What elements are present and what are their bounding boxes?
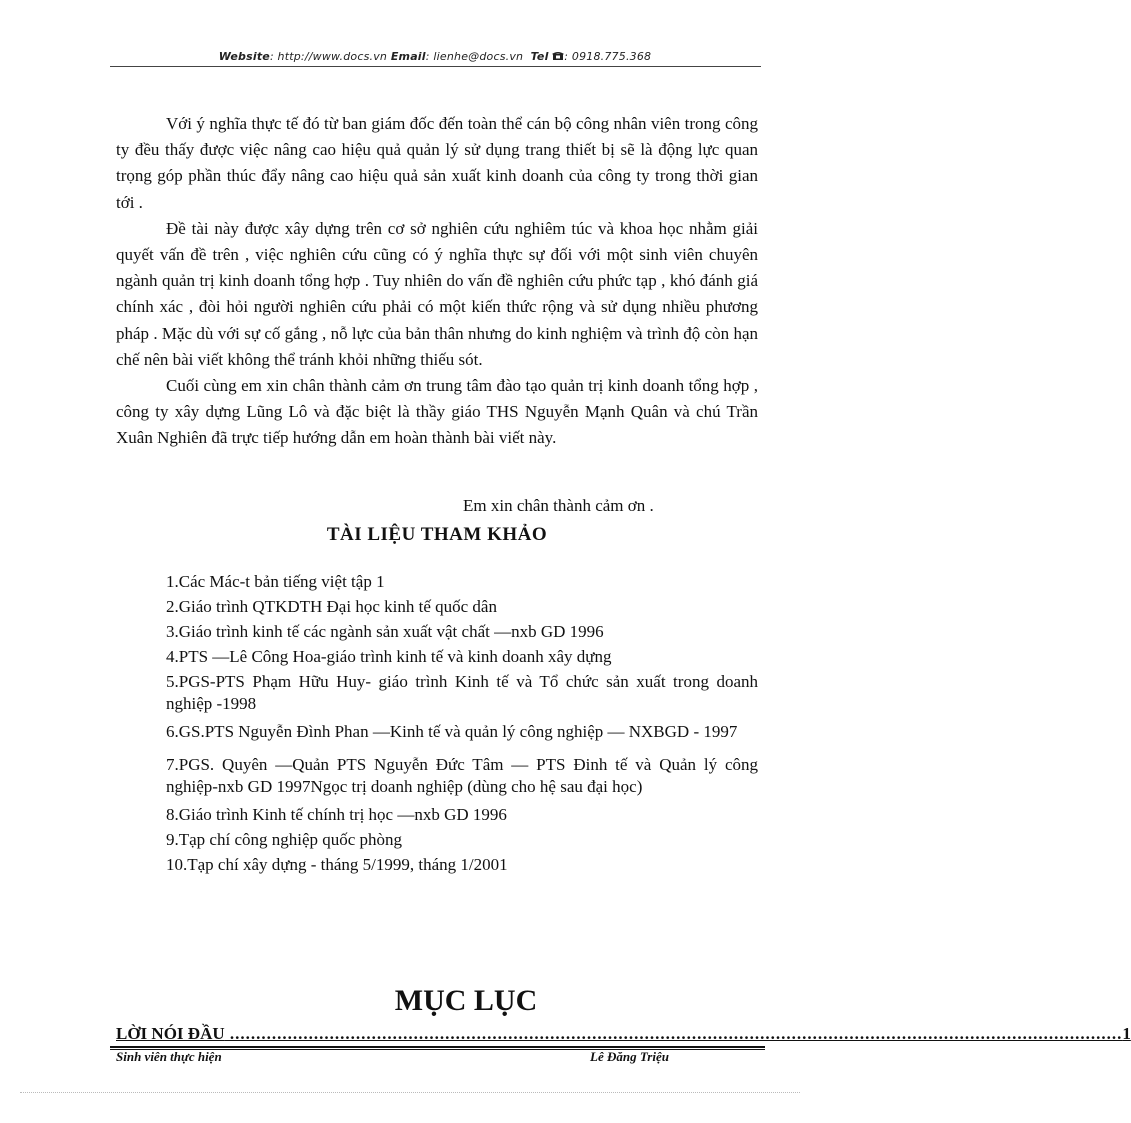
reference-item: 6.GS.PTS Nguyễn Đình Phan —Kinh tế và quản lý công nghiệp — NXBGD - 1997 <box>166 722 738 741</box>
reference-item: 3.Giáo trình kinh tế các ngành sản xuất vật chất —nxb GD 1996 <box>166 622 604 641</box>
paragraph-2: Đề tài này được xây dựng trên cơ sở nghiên cứu nghiêm túc và khoa học nhằm giải quyết vấn đề trên , việc nghiên cứu cũng có ý nghĩa thực sự đối với một sinh viên chuyên ngành quản trị kinh doanh tổng hợp . Tuy nhiên do vấn đề nghiên cứu phức tạp , khó đánh giá chính xác , đòi hỏi người nghiên cứu phải có một kiến thức rộng và sử dụng nhiều phương pháp . Mặc dù với sự cố gắng , nỗ lực của bản thân nhưng do kinh nghiệm và trình độ còn hạn chế nên bài viết không thể tránh khỏi những thiếu sót. <box>116 218 758 369</box>
page-bottom-border <box>20 1092 800 1093</box>
phone-icon <box>552 51 564 61</box>
website-label: Website <box>218 50 270 63</box>
footer-divider <box>110 1046 765 1048</box>
toc-leader-dots: .......................................................................................................................................................................... <box>224 1024 1123 1043</box>
body-text <box>116 111 758 452</box>
email-label: Email <box>390 50 426 63</box>
tel-label: Tel <box>530 50 549 63</box>
reference-item: 2.Giáo trình QTKDTH Đại học kinh tế quốc dân <box>166 597 497 616</box>
signoff: Em xin chân thành cảm ơn . <box>463 496 654 515</box>
email-value: : lienhe@docs.vn <box>425 50 524 63</box>
references-list <box>116 571 758 876</box>
toc-entry[interactable] <box>116 1024 1131 1044</box>
toc-entry-page: 1 <box>1122 1024 1131 1043</box>
reference-item: 1.Các Mác-t bản tiếng việt tập 1 <box>166 572 385 591</box>
reference-item: 9.Tạp chí công nghiệp quốc phòng <box>166 830 403 849</box>
footer-author-name: Lê Đăng Triệu <box>590 1049 669 1064</box>
website-value: : http://www.docs.vn <box>269 50 388 63</box>
page-header <box>110 50 760 63</box>
reference-item: 8.Giáo trình Kinh tế chính trị học —nxb GD 1996 <box>166 805 507 824</box>
references-title: TÀI LIỆU THAM KHẢO <box>326 524 548 545</box>
reference-item: 7.PGS. Quyên —Quản PTS Nguyễn Đức Tâm — PTS Đinh tế và Quản lý công nghiệp-nxb GD 1997Ngọc trị doanh nghiệp (dùng cho hệ sau đại học) <box>166 755 758 796</box>
paragraph-1: Với ý nghĩa thực tế đó từ ban giám đốc đến toàn thể cán bộ công nhân viên trong công ty đều thấy được việc nâng cao hiệu quả quản lý sử dụng trang thiết bị sẽ là động lực quan trọng góp phần thúc đẩy nâng cao hiệu quả sản xuất kinh doanh của công ty trong thời gian tới . <box>116 114 758 212</box>
tel-value: : 0918.775.368 <box>564 50 652 63</box>
toc-title: MỤC LỤC <box>394 984 538 1017</box>
header-divider <box>110 66 761 67</box>
toc-entry-label: LỜI NÓI ĐẦU <box>116 1024 225 1043</box>
reference-item: 4.PTS —Lê Công Hoa-giáo trình kinh tế và kinh doanh xây dựng <box>166 647 612 666</box>
reference-item: 5.PGS-PTS Phạm Hữu Huy- giáo trình Kinh tế và Tổ chức sản xuất trong doanh nghiệp -1998 <box>166 672 758 713</box>
reference-item: 10.Tạp chí xây dựng - tháng 5/1999, tháng 1/2001 <box>166 855 508 874</box>
footer-student-label: Sinh viên thực hiện <box>116 1049 222 1064</box>
paragraph-3: Cuối cùng em xin chân thành cảm ơn trung tâm đào tạo quản trị kinh doanh tổng hợp , công ty xây dựng Lũng Lô và đặc biệt là thầy giáo THS Nguyễn Mạnh Quân và chú Trần Xuân Nghiên đã trực tiếp hướng dẫn em hoàn thành bài viết này. <box>116 376 758 448</box>
